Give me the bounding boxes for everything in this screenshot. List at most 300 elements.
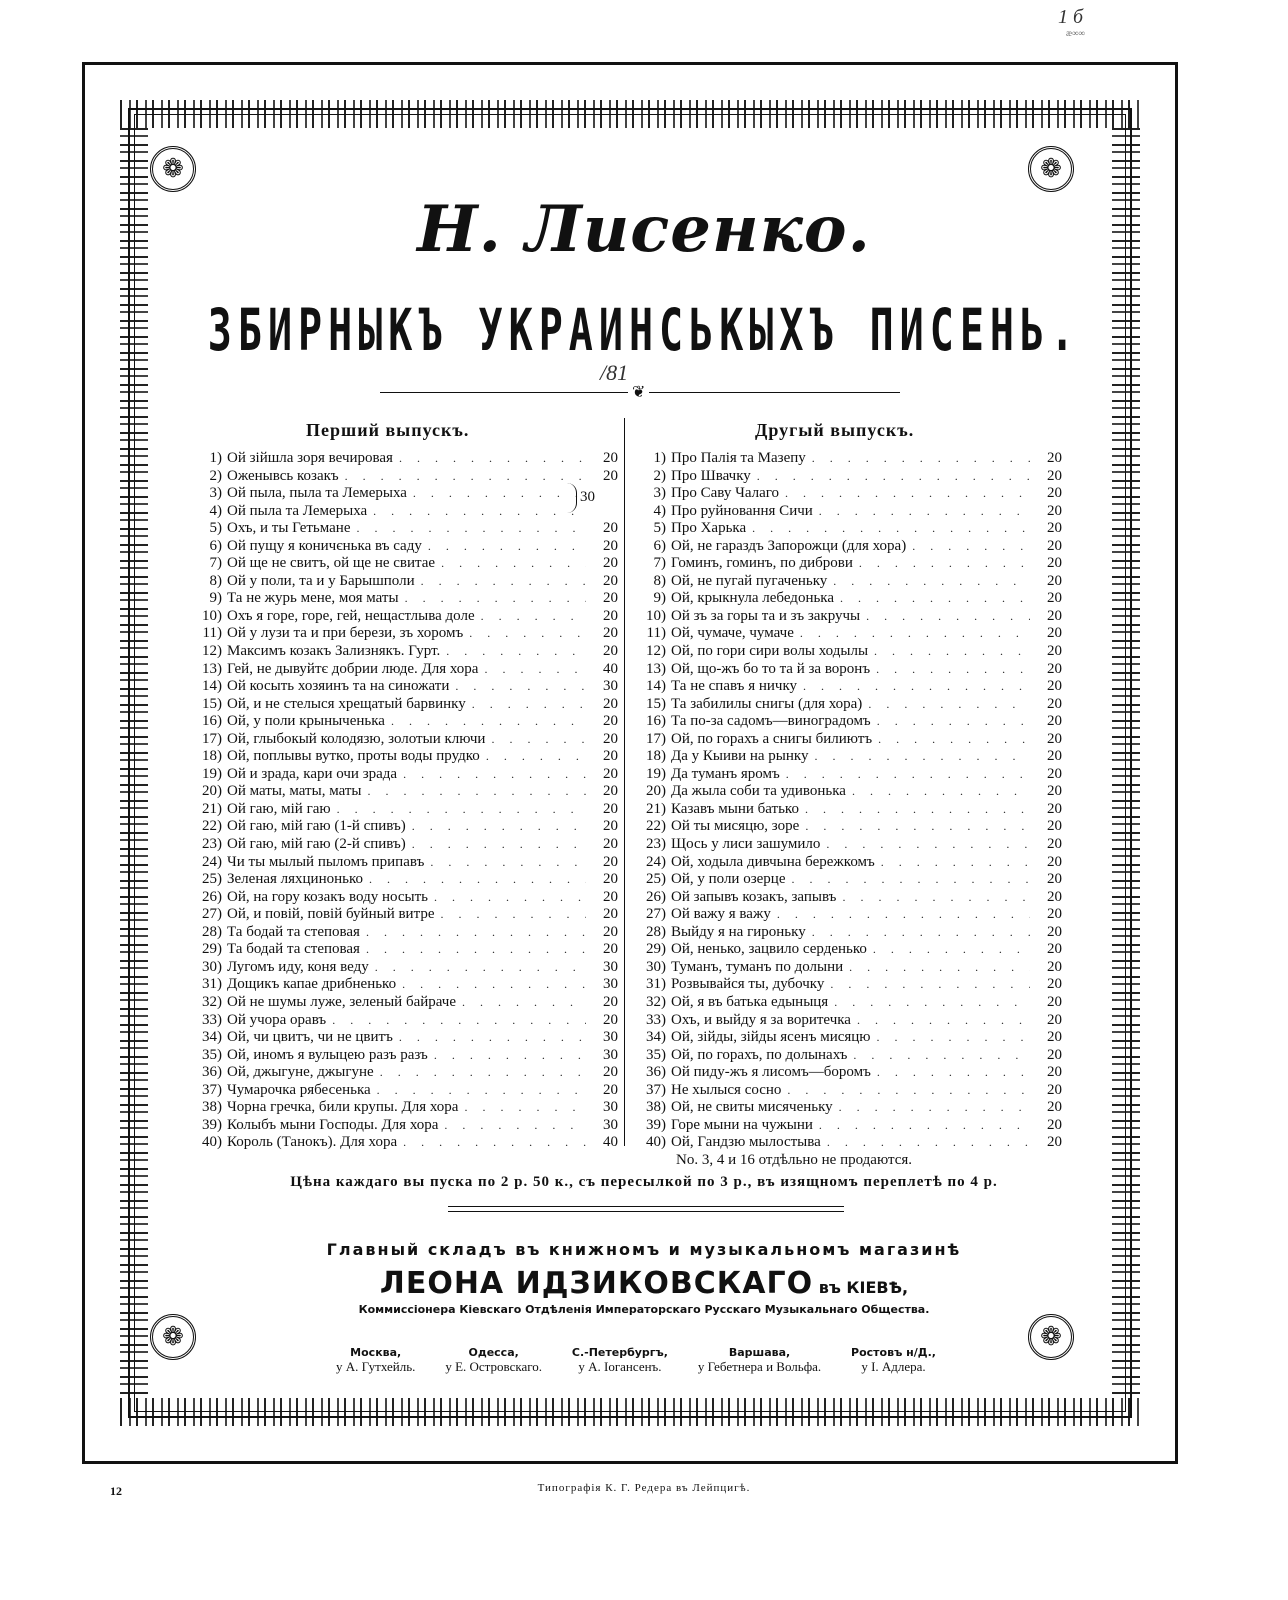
song-price: 20: [1047, 520, 1062, 537]
song-number: 18): [202, 748, 222, 765]
song-title: Ой пиду-жъ я лисомъ—боромъ: [671, 1064, 871, 1081]
song-price: 20: [1047, 836, 1062, 853]
song-title: Ой пущу я коничєнька въ саду: [227, 537, 422, 554]
song-number: 26): [646, 888, 666, 905]
song-price: 20: [1047, 678, 1062, 695]
song-price: 20: [603, 520, 618, 537]
song-number: 16): [202, 713, 222, 730]
separate-sale-note: No. 3, 4 и 16 отдѣльно не продаются.: [676, 1152, 913, 1168]
song-row: [632, 941, 1062, 959]
leader-dots: [803, 678, 1030, 696]
song-row: [188, 871, 618, 889]
title-rule-ornament-icon: ❦: [628, 382, 649, 402]
song-price: 20: [603, 625, 618, 642]
leader-dots: [830, 976, 1030, 994]
agent-city: С.-Петербургъ,: [571, 1346, 668, 1359]
leader-dots: [786, 766, 1030, 784]
leader-dots: [377, 1082, 586, 1100]
song-title: Ой запывъ козакъ, запывъ: [671, 888, 837, 905]
song-title: Ой, поплывы вутко, проты воды прудко: [227, 748, 480, 765]
song-number: 14): [646, 678, 666, 695]
song-number: 21): [202, 800, 222, 817]
song-title: Ой, и не стелыся хрещатый барвинку: [227, 695, 466, 712]
song-number: 22): [646, 818, 666, 835]
song-row: [632, 1012, 1062, 1030]
leader-dots: [912, 538, 1030, 556]
song-title: Гоминъ, гоминъ, по диброви: [671, 555, 853, 572]
song-title: Чи ты мылый пыломъ припавъ: [227, 853, 425, 870]
song-price: 30: [603, 1099, 618, 1116]
song-price: 20: [603, 765, 618, 782]
song-price: 30: [603, 958, 618, 975]
song-number: 5): [653, 520, 666, 537]
song-price: 20: [1047, 1046, 1062, 1063]
agent-name: у А. Гутхейль.: [336, 1359, 416, 1374]
store-line: Главный складъ въ книжномъ и музыкальномъ магазинѣ: [326, 1240, 962, 1259]
song-title: Ой, не пугай пугаченьку: [671, 572, 828, 589]
agent-odessa: [445, 1346, 542, 1375]
song-price: 20: [603, 993, 618, 1010]
song-number: 10): [202, 607, 222, 624]
song-number: 40): [202, 1134, 222, 1151]
song-title: Ой учора оравъ: [227, 1011, 327, 1028]
song-number: 35): [202, 1046, 222, 1063]
song-row: [632, 976, 1062, 994]
song-title: Охъ я горе, горе, гей, нещастлыва доле: [227, 607, 475, 624]
song-title: Ой, ходыла дивчына бережкомъ: [671, 853, 875, 870]
song-row: [188, 520, 618, 538]
agent-name: у І. Адлера.: [861, 1359, 926, 1374]
song-row: [632, 696, 1062, 714]
song-title: Чумарочка рябесенька: [227, 1081, 371, 1098]
song-number: 2): [209, 467, 222, 484]
song-title: Казавъ мыни батько: [671, 800, 799, 817]
song-title: Да туманъ яромъ: [671, 765, 780, 782]
song-title: Колыбъ мыни Господы. Для хора: [227, 1116, 439, 1133]
song-title: Ой, зійды, зійды ясенъ мисяцю: [671, 1029, 871, 1046]
song-row: [632, 520, 1062, 538]
song-row: [188, 836, 618, 854]
song-row: [188, 678, 618, 696]
song-number: 28): [646, 923, 666, 940]
leader-dots: [440, 906, 586, 924]
leader-dots: [444, 1117, 586, 1135]
song-title: Не хылыся сосно: [671, 1081, 782, 1098]
leader-dots: [752, 520, 1030, 538]
song-row: [188, 783, 618, 801]
leader-dots: [412, 818, 586, 836]
song-title: Та забилилы снигы (для хора): [671, 695, 863, 712]
song-price: 20: [1047, 695, 1062, 712]
song-price: 20: [1047, 1029, 1062, 1046]
song-row: [188, 468, 618, 486]
song-number: 32): [646, 993, 666, 1010]
song-title: Ой, по горахъ а снигы билиютъ: [671, 730, 873, 747]
song-price: 20: [603, 871, 618, 888]
song-title: Ой, чумаче, чумаче: [671, 625, 794, 642]
song-price: 20: [603, 906, 618, 923]
song-title: Ой, на гору козакъ воду носыть: [227, 888, 428, 905]
song-price: 20: [1047, 590, 1062, 607]
leader-dots: [403, 1134, 586, 1152]
song-number: 13): [646, 660, 666, 677]
song-number: 5): [209, 520, 222, 537]
leader-dots: [842, 889, 1030, 907]
song-title: Ой гаю, мій гаю (1-й спивъ): [227, 818, 406, 835]
song-price: 20: [1047, 800, 1062, 817]
handwritten-mark: /81: [600, 360, 629, 385]
song-row: [188, 924, 618, 942]
song-row: [188, 994, 618, 1012]
song-number: 39): [202, 1116, 222, 1133]
column-divider: [624, 418, 625, 1146]
song-price: 20: [1047, 906, 1062, 923]
song-title: Ой, ненько, зацвило серденько: [671, 941, 867, 958]
song-number: 37): [646, 1081, 666, 1098]
song-price: 20: [1047, 625, 1062, 642]
publisher: [0, 1266, 1288, 1301]
issue-two-song-list: [632, 450, 1062, 1152]
song-number: 29): [646, 941, 666, 958]
song-number: 7): [653, 555, 666, 572]
song-title: Ой, и повій, повій буйный витре: [227, 906, 435, 923]
song-number: 22): [202, 818, 222, 835]
leader-dots: [446, 643, 586, 661]
song-price: 20: [1047, 888, 1062, 905]
leader-dots: [403, 766, 586, 784]
song-number: 34): [202, 1029, 222, 1046]
leader-dots: [800, 625, 1030, 643]
song-number: 2): [653, 467, 666, 484]
song-number: 15): [646, 695, 666, 712]
song-price: 20: [1047, 853, 1062, 870]
song-price: 20: [603, 450, 618, 466]
song-number: 14): [202, 678, 222, 695]
song-number: 4): [653, 502, 666, 519]
song-row: [632, 801, 1062, 819]
song-number: 34): [646, 1029, 666, 1046]
leader-dots: [337, 801, 586, 819]
leader-dots: [805, 818, 1030, 836]
leader-dots: [369, 871, 586, 889]
leader-dots: [486, 748, 586, 766]
song-row: [632, 871, 1062, 889]
song-row: [632, 1134, 1062, 1152]
song-title: Ой и зрада, кари очи зрада: [227, 765, 398, 782]
song-number: 15): [202, 695, 222, 712]
leader-dots: [481, 608, 586, 626]
song-price: 20: [1047, 643, 1062, 660]
leader-dots: [819, 1117, 1030, 1135]
leader-dots: [357, 520, 587, 538]
leader-dots: [874, 643, 1030, 661]
grouped-brace: [566, 483, 577, 513]
song-price: 20: [603, 836, 618, 853]
song-row: [632, 450, 1062, 468]
song-price: 20: [603, 555, 618, 572]
grouped-price: 30: [580, 489, 595, 505]
song-row: [632, 818, 1062, 836]
song-price: 20: [1047, 1081, 1062, 1098]
song-row: [188, 661, 618, 679]
song-row: [188, 590, 618, 608]
song-title: Ой маты, маты, маты: [227, 783, 362, 800]
song-price: 20: [603, 748, 618, 765]
song-number: 12): [646, 643, 666, 660]
song-row: [188, 1082, 618, 1100]
song-price: 20: [1047, 958, 1062, 975]
song-price: 20: [1047, 993, 1062, 1010]
song-price: 30: [603, 1116, 618, 1133]
song-number: 38): [646, 1099, 666, 1116]
song-title: Про Палія та Мазепу: [671, 450, 806, 466]
song-title: Ой, я въ батька едыныця: [671, 993, 829, 1010]
song-title: Ой пыла та Лемерыха: [227, 502, 368, 519]
leader-dots: [785, 485, 1030, 503]
song-title: Ой ты мисяцю, зоре: [671, 818, 800, 835]
song-title: Король (Танокъ). Для хора: [227, 1134, 398, 1151]
leader-dots: [421, 573, 586, 591]
corner-stamp: ӕ∞∞: [1066, 28, 1085, 38]
song-title: Ой, у поли крыныченька: [227, 713, 385, 730]
leader-dots: [345, 468, 586, 486]
song-price: 20: [1047, 941, 1062, 958]
song-price: 20: [1047, 1064, 1062, 1081]
song-number: 36): [202, 1064, 222, 1081]
leader-dots: [464, 1099, 586, 1117]
leader-dots: [375, 959, 586, 977]
song-number: 4): [209, 502, 222, 519]
song-title: Гей, не дывуйтє добрии люде. Для хора: [227, 660, 479, 677]
leader-dots: [839, 1099, 1030, 1117]
song-title: Зеленая ляхцинонько: [227, 871, 364, 888]
collection-title: ЗБИРНЫКЪ УКРАИНСЬКЫХЪ ПИСЕНЬ.: [207, 298, 1081, 365]
song-row: [188, 1012, 618, 1030]
song-title: Та бодай та степовая: [227, 941, 360, 958]
song-number: 38): [202, 1099, 222, 1116]
song-row: [188, 801, 618, 819]
song-title: Про руйновання Сичи: [671, 502, 813, 519]
song-price: 20: [1047, 818, 1062, 835]
song-number: 23): [646, 836, 666, 853]
song-row: [632, 485, 1062, 503]
song-title: Про Харька: [671, 520, 747, 537]
song-row: [188, 748, 618, 766]
song-row: [188, 555, 618, 573]
song-row: [632, 854, 1062, 872]
song-title: Та не журь мене, моя маты: [227, 590, 399, 607]
song-number: 20): [646, 783, 666, 800]
leader-dots: [332, 1012, 586, 1030]
song-number: 8): [653, 572, 666, 589]
leader-dots: [402, 976, 586, 994]
leader-dots: [812, 450, 1030, 468]
song-price: 20: [603, 590, 618, 607]
song-row: [632, 678, 1062, 696]
song-title: Туманъ, туманъ по долыни: [671, 958, 844, 975]
song-title: Ой, иномъ я вулыцею разъ разъ: [227, 1046, 428, 1063]
song-price: 30: [603, 678, 618, 695]
price-line: Цѣна каждаго вы пуска по 2 р. 50 к., съ пересылкой по 3 р., въ изящномъ переплетѣ по 4 р.: [290, 1174, 998, 1190]
song-number: 8): [209, 572, 222, 589]
leader-dots: [849, 959, 1030, 977]
song-number: 24): [646, 853, 666, 870]
song-number: 25): [202, 871, 222, 888]
song-title: Та не спавъ я ничку: [671, 678, 798, 695]
song-row: [188, 818, 618, 836]
song-number: 16): [646, 713, 666, 730]
song-row: [632, 1082, 1062, 1100]
song-title: Ой, глыбокый колодязю, золотыи ключи: [227, 730, 486, 747]
song-title: Ой, що-жъ бо то та й за воронъ: [671, 660, 871, 677]
song-row: [188, 731, 618, 749]
song-price: 20: [1047, 485, 1062, 502]
agent-city: Ростовъ н/Д.,: [851, 1346, 936, 1359]
rosette-ornament-icon: ❁: [1028, 146, 1074, 192]
song-price: 20: [1047, 537, 1062, 554]
song-title: Оженывсь козакъ: [227, 467, 339, 484]
song-price: 20: [1047, 572, 1062, 589]
song-number: 29): [202, 941, 222, 958]
song-title: Щось у лиси зашумило: [671, 836, 821, 853]
leader-dots: [878, 731, 1030, 749]
leader-dots: [441, 555, 586, 573]
song-price: 20: [603, 783, 618, 800]
song-price: 20: [1047, 1134, 1062, 1151]
song-price: 20: [603, 853, 618, 870]
leader-dots: [877, 1029, 1030, 1047]
leader-dots: [877, 1064, 1030, 1082]
song-row: [188, 766, 618, 784]
song-title: Ой, крыкнула лебедонька: [671, 590, 835, 607]
song-row: [632, 573, 1062, 591]
song-price: 20: [1047, 730, 1062, 747]
song-title: Ой, по гори сири волы ходылы: [671, 643, 869, 660]
song-row: [188, 1064, 618, 1082]
song-price: 20: [1047, 871, 1062, 888]
song-row: [632, 924, 1062, 942]
song-number: 11): [202, 625, 222, 642]
song-price: 20: [1047, 1116, 1062, 1133]
song-number: 35): [646, 1046, 666, 1063]
song-title: Ой не шумы луже, зеленый байраче: [227, 993, 457, 1010]
song-title: Чорна гречка, били крупы. Для хора: [227, 1099, 459, 1116]
song-number: 3): [653, 485, 666, 502]
song-price: 20: [603, 923, 618, 940]
leader-dots: [399, 1029, 586, 1047]
song-row: [632, 906, 1062, 924]
song-number: 40): [646, 1134, 666, 1151]
leader-dots: [428, 538, 586, 556]
song-row: [632, 766, 1062, 784]
song-price: 20: [603, 941, 618, 958]
song-price: 40: [603, 660, 618, 677]
song-row: [188, 854, 618, 872]
leader-dots: [853, 1047, 1030, 1065]
song-number: 24): [202, 853, 222, 870]
song-row: [188, 959, 618, 977]
song-row: [632, 625, 1062, 643]
song-price: 20: [1047, 502, 1062, 519]
song-row: [188, 976, 618, 994]
song-row: [188, 1099, 618, 1117]
publisher-city: въ КІЕВѢ,: [818, 1278, 909, 1297]
song-number: 1): [653, 450, 666, 466]
song-row: [632, 468, 1062, 486]
leader-dots: [819, 503, 1030, 521]
song-number: 3): [209, 485, 222, 502]
song-price: 30: [603, 1029, 618, 1046]
agent-city: Москва,: [350, 1346, 402, 1359]
song-row: [188, 1117, 618, 1135]
song-number: 31): [202, 976, 222, 993]
leader-dots: [368, 783, 587, 801]
leader-dots: [876, 661, 1030, 679]
song-number: 9): [653, 590, 666, 607]
song-number: 18): [646, 748, 666, 765]
leader-dots: [881, 854, 1030, 872]
song-number: 27): [646, 906, 666, 923]
song-price: 20: [603, 537, 618, 554]
issue-one-heading: Перший выпускъ.: [306, 420, 470, 440]
song-price: 20: [603, 1011, 618, 1028]
issue-two-heading: Другый выпускъ.: [755, 420, 915, 440]
song-price: 20: [603, 713, 618, 730]
song-row: [632, 590, 1062, 608]
leader-dots: [491, 731, 586, 749]
song-number: 39): [646, 1116, 666, 1133]
corner-handwritten-note: 1 б: [1058, 6, 1084, 28]
leader-dots: [833, 573, 1030, 591]
song-row: [632, 643, 1062, 661]
song-row: [632, 661, 1062, 679]
leader-dots: [857, 1012, 1030, 1030]
song-row: [632, 1064, 1062, 1082]
song-row: [188, 906, 618, 924]
song-row: [188, 538, 618, 556]
song-number: 6): [653, 537, 666, 554]
song-row: [188, 941, 618, 959]
song-price: 20: [603, 695, 618, 712]
leader-dots: [472, 696, 586, 714]
song-price: 20: [1047, 976, 1062, 993]
leader-dots: [391, 713, 586, 731]
leader-dots: [791, 871, 1030, 889]
song-price: 20: [1047, 783, 1062, 800]
song-price: 20: [603, 1081, 618, 1098]
song-price: 20: [603, 1064, 618, 1081]
song-row: [632, 1117, 1062, 1135]
song-title: Ой зъ за горы та и зъ закручы: [671, 607, 861, 624]
song-price: 20: [603, 572, 618, 589]
song-row: [188, 450, 618, 468]
agent-name: у Е. Островскаго.: [445, 1359, 542, 1374]
leader-dots: [373, 503, 586, 521]
leader-dots: [852, 783, 1030, 801]
song-price: 20: [603, 643, 618, 660]
song-price: 20: [1047, 923, 1062, 940]
song-title: Ой пыла, пыла та Лемерыха: [227, 485, 407, 502]
leader-dots: [484, 661, 586, 679]
song-title: Дощикъ капае дрибненько: [227, 976, 397, 993]
leader-dots: [877, 713, 1030, 731]
agent-name: у Гебетнера и Вольфа.: [697, 1359, 822, 1374]
leader-dots: [434, 889, 586, 907]
agent-warsaw: [698, 1346, 821, 1375]
song-title: Ой важу я важу: [671, 906, 771, 923]
song-row: [188, 1047, 618, 1065]
song-title: Ой, у поли озерце: [671, 871, 786, 888]
